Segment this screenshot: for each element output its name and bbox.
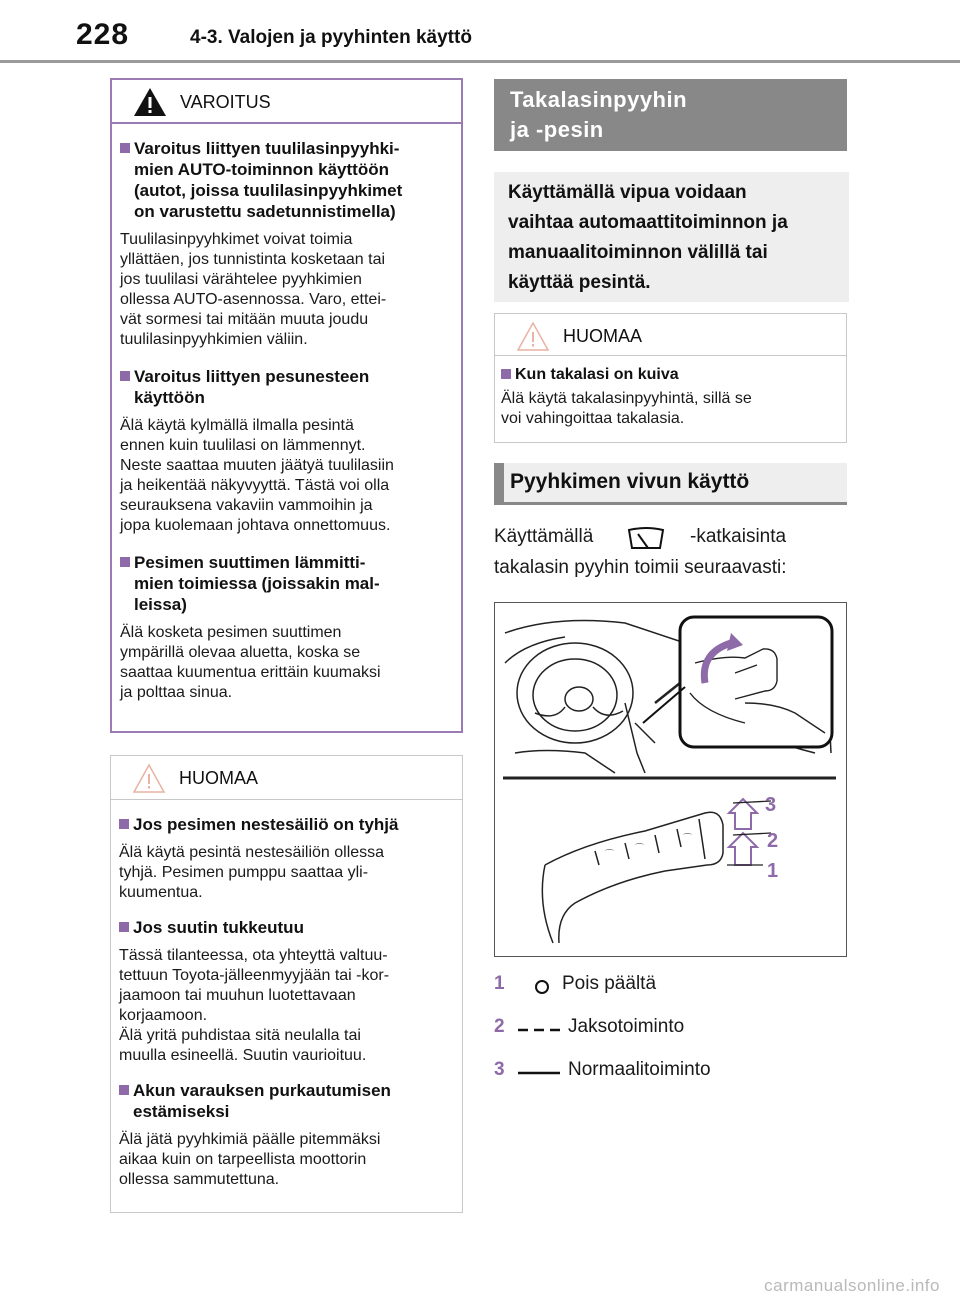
- bullet-square: [120, 557, 130, 567]
- section-title: Takalasinpyyhin ja -pesin: [510, 87, 688, 142]
- legend-item: [494, 973, 847, 1003]
- figure-callout-3: 3: [765, 794, 777, 816]
- bullet-square: [120, 143, 130, 153]
- bullet-square: [120, 371, 130, 381]
- legend-number: 2: [494, 1016, 505, 1037]
- svg-text:⌒: ⌒: [683, 833, 693, 843]
- legend-number: 3: [494, 1059, 505, 1080]
- warning-item-text: Tuulilasinpyyhkimet voivat toimia yllättäen, jos tunnistinta kosketaan tai jos tuulilasi värähtelee pyyhkimien ollessa AUTO-asennossa. Varo, ettei- vät sormesi tai mitään muuta joudu tuulilasinpyyhkimien väliin.: [120, 231, 387, 348]
- legend-item: [494, 1016, 847, 1046]
- warning-box-title: VAROITUS: [180, 92, 271, 112]
- notice-item-text: Älä käytä pesintä nestesäiliön ollessa tyhjä. Pesimen pumppu saattaa yli- kuumentua.: [119, 844, 385, 901]
- header-rule: [0, 60, 960, 63]
- rear-notice-header: [495, 314, 846, 356]
- legend-item: [494, 1059, 847, 1089]
- warning-item-text: Älä käytä kylmällä ilmalla pesintä ennen kuin tuulilasi on lämmennyt. Neste saattaa muuten jäätyä tuulilasiin ja heikentää näkyvyyttä. Tästä voi olla seurauksena vakaviin vammoihin ja jopa kuolemaan johtava onnettomuus.: [120, 417, 394, 534]
- warning-item-heading: Varoitus liittyen tuulilasinpyyhki- mien AUTO-toiminnon käyttöön (autot, joissa tuulilasinpyyhkimet on varustettu sadetunnistimella): [120, 138, 447, 222]
- rear-notice-text: Älä käytä takalasinpyyhintä, sillä se voi vahingoittaa takalasia.: [501, 390, 752, 427]
- warning-item-text: Älä kosketa pesimen suuttimen ympärillä olevaa aluetta, koska se saattaa kuumentua erittäin kuumaksi ja polttaa sinua.: [120, 624, 381, 701]
- notice-item-heading: Jos pesimen nestesäiliö on tyhjä: [119, 814, 448, 835]
- bullet-square: [119, 922, 129, 932]
- wiper-lever-illustration: [495, 603, 846, 956]
- warning-item-heading: Varoitus liittyen pesunesteen käyttöön: [120, 366, 447, 408]
- subsection-title-band: [494, 463, 847, 505]
- svg-text:⌒: ⌒: [605, 849, 615, 859]
- notice-item-heading: Akun varauksen purkautumisen estämiseksi: [119, 1080, 448, 1122]
- section-intro: Käyttämällä vipua voidaan vaihtaa automaattitoiminnon ja manuaalitoiminnon välillä tai käyttää pesintä.: [494, 172, 849, 302]
- notice-item-text: Älä jätä pyyhkimiä päälle pitemmäksi aikaa kuin on tarpeellista moottorin ollessa sammutettuna.: [119, 1131, 381, 1188]
- body-text: takalasin pyyhin toimii seuraavasti:: [494, 557, 787, 578]
- warning-box-header: [112, 80, 461, 124]
- legend-number: 1: [494, 973, 505, 994]
- notice-item-text: Tässä tilanteessa, ota yhteyttä valtuu- tettuun Toyota-jälleenmyyjään tai -kor- jaamoon tai muuhun luotettavaan korjaamoon. Älä yritä puhdistaa sitä neulalla tai muulla esineellä. Suutin vaurioituu.: [119, 947, 390, 1064]
- figure-callout-1: 1: [767, 860, 779, 882]
- caution-triangle-icon: [131, 762, 167, 794]
- notice-box-body: [111, 800, 462, 1190]
- warning-triangle-icon: [132, 86, 168, 118]
- svg-text:⌒: ⌒: [635, 843, 645, 853]
- section-title-band: [494, 79, 847, 151]
- warning-item-heading: Pesimen suuttimen lämmitti- mien toimiessa (joissakin mal- leissa): [120, 552, 447, 615]
- chapter-title: 4-3. Valojen ja pyyhinten käyttö: [190, 27, 472, 48]
- bullet-square: [501, 369, 511, 379]
- warning-box-body: [112, 124, 461, 703]
- notice-box: [110, 755, 463, 1213]
- bullet-square: [119, 1085, 129, 1095]
- watermark: carmanualsonline.info: [764, 1276, 940, 1295]
- rear-notice-title: HUOMAA: [563, 326, 643, 346]
- page-header: [0, 0, 960, 64]
- off-symbol-icon: [516, 975, 556, 999]
- rear-wiper-switch-icon: [626, 524, 666, 552]
- rear-notice-body: [495, 356, 846, 429]
- rear-notice-heading: Kun takalasi on kuiva: [501, 364, 834, 385]
- notice-box-title: HUOMAA: [179, 768, 259, 788]
- legend-label: Pois päältä: [562, 973, 657, 994]
- normal-symbol-icon: [516, 1061, 566, 1085]
- notice-box-header: [111, 756, 462, 800]
- warning-box: [110, 78, 463, 733]
- legend-label: Normaalitoiminto: [568, 1059, 711, 1080]
- subsection-title: Pyyhkimen vivun käyttö: [510, 470, 750, 493]
- wiper-lever-figure: [494, 602, 847, 957]
- body-text: Käyttämällä: [494, 526, 594, 547]
- subsection-accent: [494, 463, 504, 502]
- page-number: 228: [76, 18, 130, 51]
- legend-label: Jaksotoiminto: [568, 1016, 685, 1037]
- intermittent-symbol-icon: [516, 1018, 566, 1042]
- body-text: -katkaisinta: [690, 526, 787, 547]
- caution-triangle-icon: [515, 320, 551, 352]
- notice-item-heading: Jos suutin tukkeutuu: [119, 917, 448, 938]
- bullet-square: [119, 819, 129, 829]
- rear-notice-box: [494, 313, 847, 443]
- figure-callout-2: 2: [767, 830, 779, 852]
